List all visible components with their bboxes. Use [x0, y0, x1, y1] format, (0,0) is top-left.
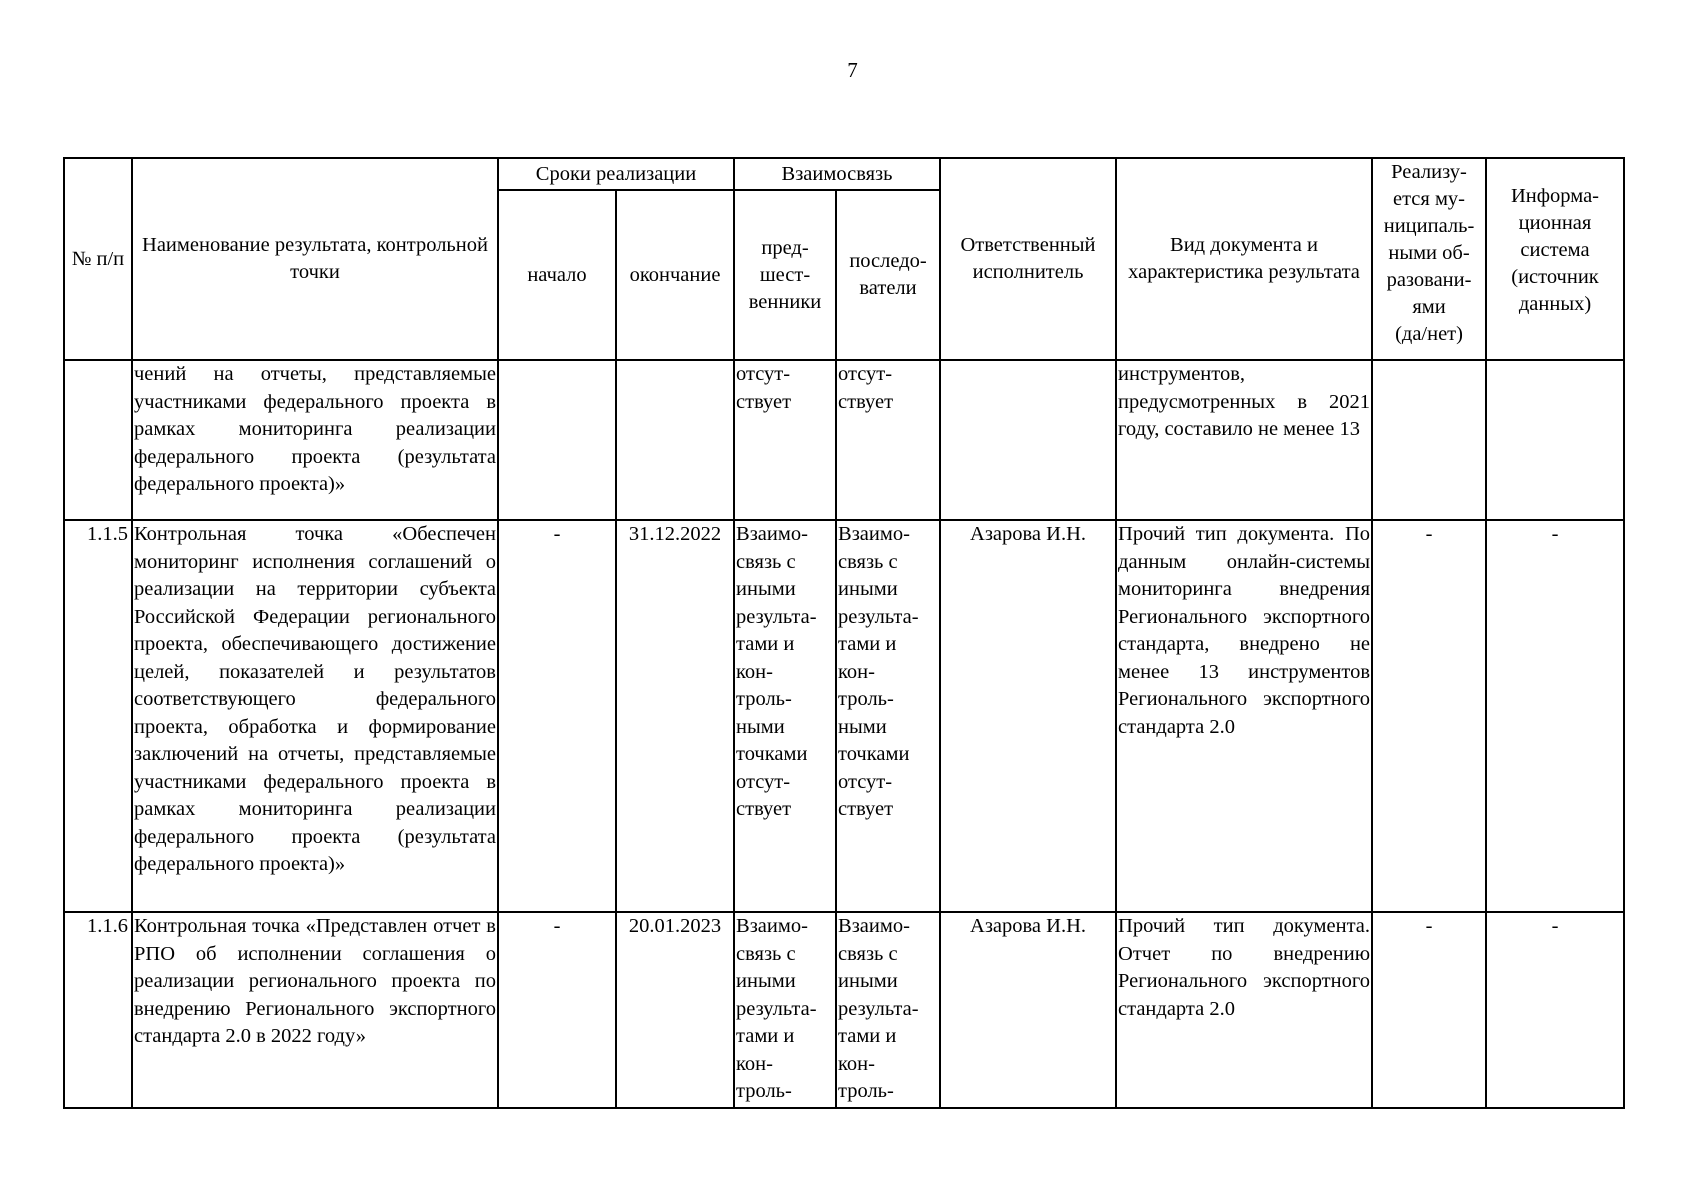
- page-number: 7: [847, 58, 858, 82]
- row-responsible: Азарова И.Н.: [940, 912, 1116, 1108]
- row-successors: Взаимо- связь с иными результа- тами и кон- троль- ными точками отсут- ствует: [836, 520, 940, 912]
- table-row: [64, 520, 1624, 912]
- row-municipal: [1372, 360, 1486, 520]
- header-successors: последо- ватели: [836, 190, 940, 360]
- header-terms-group: Сроки реализации: [498, 158, 734, 190]
- header-municipal: Реализу- ется му- ниципаль- ными об- разовани- ями (да/нет): [1372, 158, 1486, 360]
- row-municipal: -: [1372, 520, 1486, 912]
- row-info-system: [1486, 360, 1624, 520]
- header-start: начало: [498, 190, 616, 360]
- row-name: Контрольная точка «Представлен отчет в РПО об исполнении соглашения о реализации регионального проекта по внедрению Регионального экспортного стандарта 2.0 в 2022 году»: [132, 912, 498, 1108]
- row-successors: отсут- ствует: [836, 360, 940, 520]
- row-start: [498, 360, 616, 520]
- row-start: -: [498, 912, 616, 1108]
- row-number: 1.1.6: [64, 912, 132, 1108]
- control-points-table: [63, 157, 1625, 1109]
- header-name: Наименование результата, контрольной точки: [132, 158, 498, 360]
- row-predecessors: Взаимо- связь с иными результа- тами и кон- троль- ными точками отсут- ствует: [734, 520, 836, 912]
- header-number: № п/п: [64, 158, 132, 360]
- header-info-system: Информа- ционная система (источник данных): [1486, 158, 1624, 360]
- header-document: Вид документа и характеристика результата: [1116, 158, 1372, 360]
- row-name: чений на отчеты, представляемые участниками федерального проекта в рамках мониторинга реализации федерального проекта (результата федерального проекта)»: [132, 360, 498, 520]
- header-links-group: Взаимосвязь: [734, 158, 940, 190]
- row-end: 20.01.2023: [616, 912, 734, 1108]
- row-document: инструментов, предусмотренных в 2021 году, составило не менее 13: [1116, 360, 1372, 520]
- header-predecessors: пред- шест- венники: [734, 190, 836, 360]
- row-info-system: -: [1486, 520, 1624, 912]
- row-predecessors: отсут- ствует: [734, 360, 836, 520]
- row-responsible: [940, 360, 1116, 520]
- row-successors: Взаимо- связь с иными результа- тами и кон- троль-: [836, 912, 940, 1108]
- row-start: -: [498, 520, 616, 912]
- row-end: [616, 360, 734, 520]
- table-row: [64, 912, 1624, 1108]
- table-row: [64, 360, 1624, 520]
- row-number: 1.1.5: [64, 520, 132, 912]
- row-responsible: Азарова И.Н.: [940, 520, 1116, 912]
- header-responsible: Ответственный исполнитель: [940, 158, 1116, 360]
- table-header: [64, 158, 1624, 360]
- row-predecessors: Взаимо- связь с иными результа- тами и кон- троль-: [734, 912, 836, 1108]
- row-document: Прочий тип документа. Отчет по внедрению Регионального экспортного стандарта 2.0: [1116, 912, 1372, 1108]
- row-number: [64, 360, 132, 520]
- row-municipal: -: [1372, 912, 1486, 1108]
- row-name: Контрольная точка «Обеспечен мониторинг исполнения соглашений о реализации на территории субъекта Российской Федерации регионального проекта, обеспечивающего достижение целей, показателей и результатов соответствующего федерального проекта, обработка и формирование заключений на отчеты, представляемые участниками федерального проекта в рамках мониторинга реализации федерального проекта (результата федерального проекта)»: [132, 520, 498, 912]
- row-document: Прочий тип документа. По данным онлайн-системы мониторинга внедрения Регионального экспортного стандарта, внедрено не менее 13 инструментов Регионального экспортного стандарта 2.0: [1116, 520, 1372, 912]
- row-end: 31.12.2022: [616, 520, 734, 912]
- header-end: окончание: [616, 190, 734, 360]
- row-info-system: -: [1486, 912, 1624, 1108]
